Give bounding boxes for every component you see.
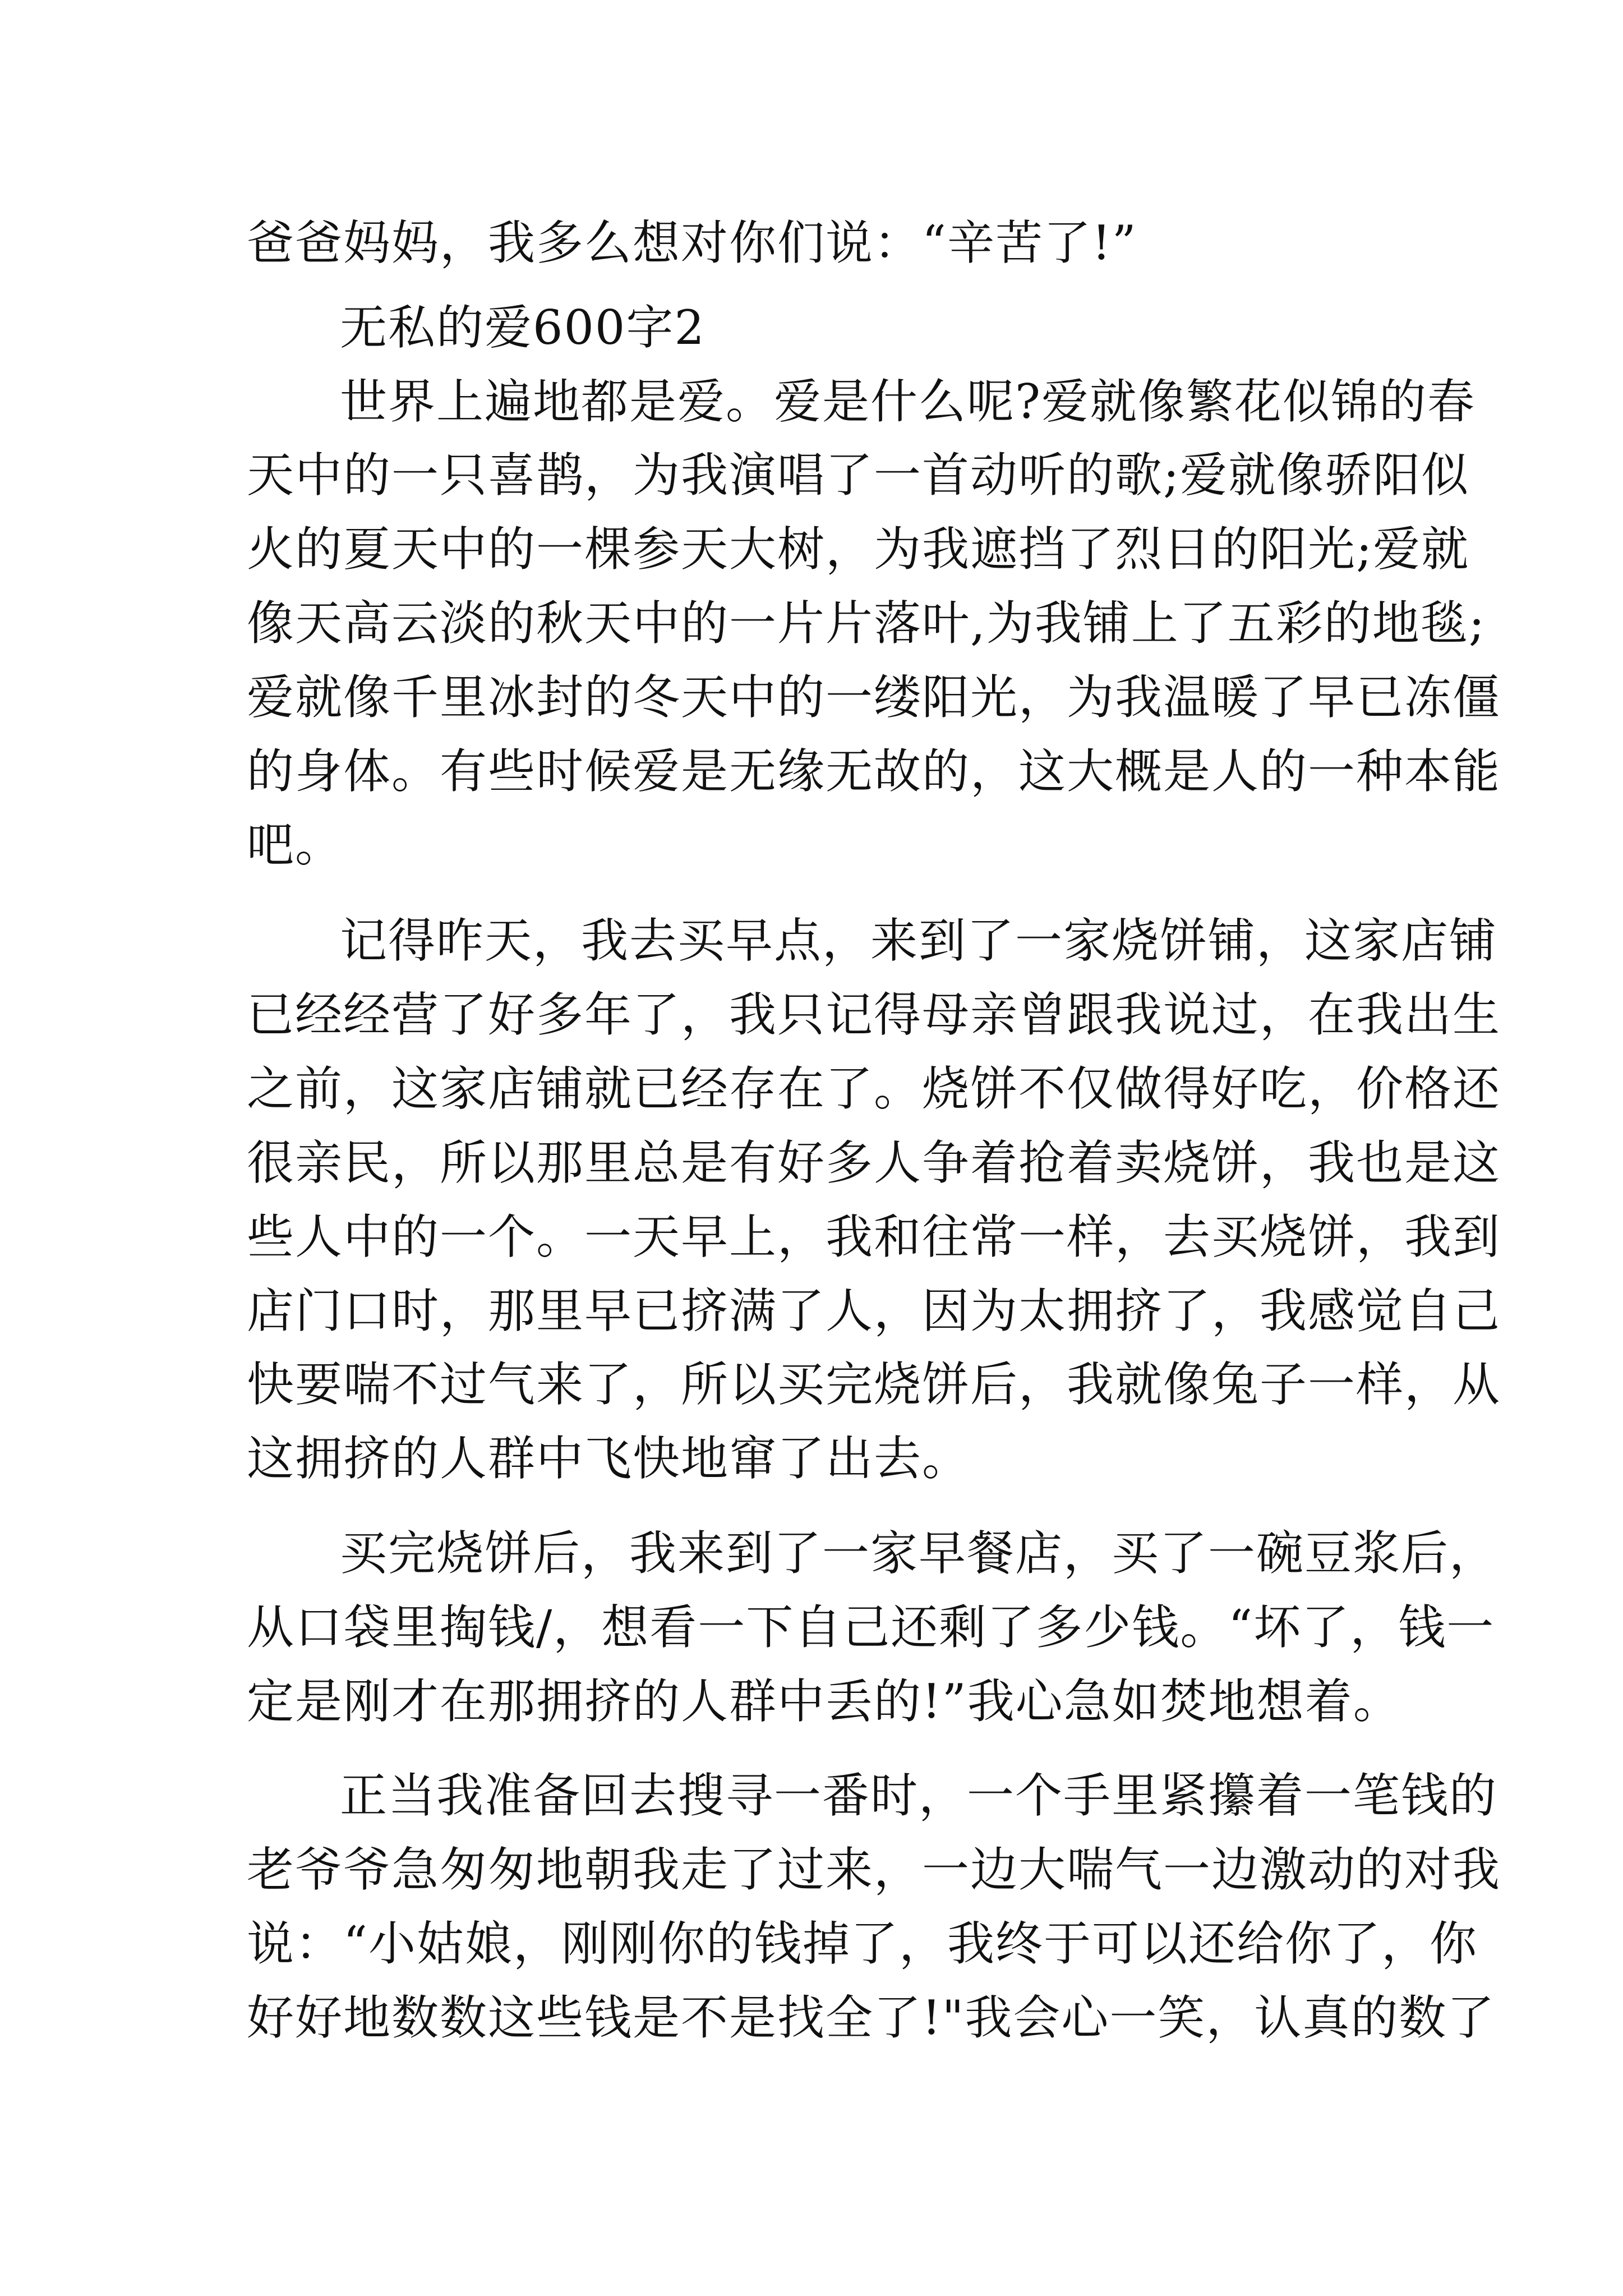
text-line: 天中的一只喜鹊，为我演唱了一首动听的歌;爱就像骄阳似 bbox=[247, 448, 1470, 503]
text-line: 些人中的一个。一天早上，我和往常一样，去买烧饼，我到 bbox=[247, 1209, 1501, 1264]
text-line: 已经经营了好多年了，我只记得母亲曾跟我说过，在我出生 bbox=[247, 987, 1501, 1042]
text-line: 很亲民，所以那里总是有好多人争着抢着卖烧饼，我也是这 bbox=[247, 1135, 1501, 1190]
text-line: 买完烧饼后，我来到了一家早餐店，买了一碗豆浆后， bbox=[340, 1526, 1498, 1581]
text-line: 正当我准备回去搜寻一番时，一个手里紧攥着一笔钱的 bbox=[340, 1768, 1498, 1823]
text-line: 这拥挤的人群中飞快地窜了出去。 bbox=[247, 1431, 971, 1486]
text-line: 像天高云淡的秋天中的一片片落叶,为我铺上了五彩的地毯; bbox=[247, 596, 1486, 651]
text-line: 老爷爷急匆匆地朝我走了过来，一边大喘气一边激动的对我 bbox=[247, 1842, 1501, 1897]
text-line: 定是刚才在那拥挤的人群中丢的!”我心急如焚地想着。 bbox=[247, 1674, 1401, 1729]
text-line: 吧。 bbox=[247, 817, 344, 872]
text-line: 说：“小姑娘，刚刚你的钱掉了，我终于可以还给你了，你 bbox=[247, 1916, 1478, 1971]
text-line: 火的夏天中的一棵参天大树，为我遮挡了烈日的阳光;爱就 bbox=[247, 522, 1470, 577]
text-line: 快要喘不过气来了，所以买完烧饼后，我就像兔子一样，从 bbox=[247, 1357, 1501, 1412]
text-line: 爱就像千里冰封的冬天中的一缕阳光，为我温暖了早已冻僵 bbox=[247, 670, 1501, 725]
text-line: 之前，这家店铺就已经存在了。烧饼不仅做得好吃，价格还 bbox=[247, 1061, 1501, 1116]
text-line: 爸爸妈妈，我多么想对你们说：“辛苦了!” bbox=[247, 215, 1137, 270]
text-line: 店门口时，那里早已挤满了人，因为太拥挤了，我感觉自己 bbox=[247, 1283, 1501, 1338]
text-line: 好好地数数这些钱是不是找全了!"我会心一笑，认真的数了 bbox=[247, 1990, 1496, 2045]
text-line: 从口袋里掏钱/，想看一下自己还剩了多少钱。“坏了，钱一 bbox=[247, 1600, 1495, 1655]
section-heading: 无私的爱600字2 bbox=[340, 300, 706, 355]
text-line: 记得昨天，我去买早点，来到了一家烧饼铺，这家店铺 bbox=[340, 913, 1498, 968]
text-line: 的身体。有些时候爱是无缘无故的，这大概是人的一种本能 bbox=[247, 744, 1501, 799]
text-line: 世界上遍地都是爱。爱是什么呢?爱就像繁花似锦的春 bbox=[340, 374, 1476, 429]
